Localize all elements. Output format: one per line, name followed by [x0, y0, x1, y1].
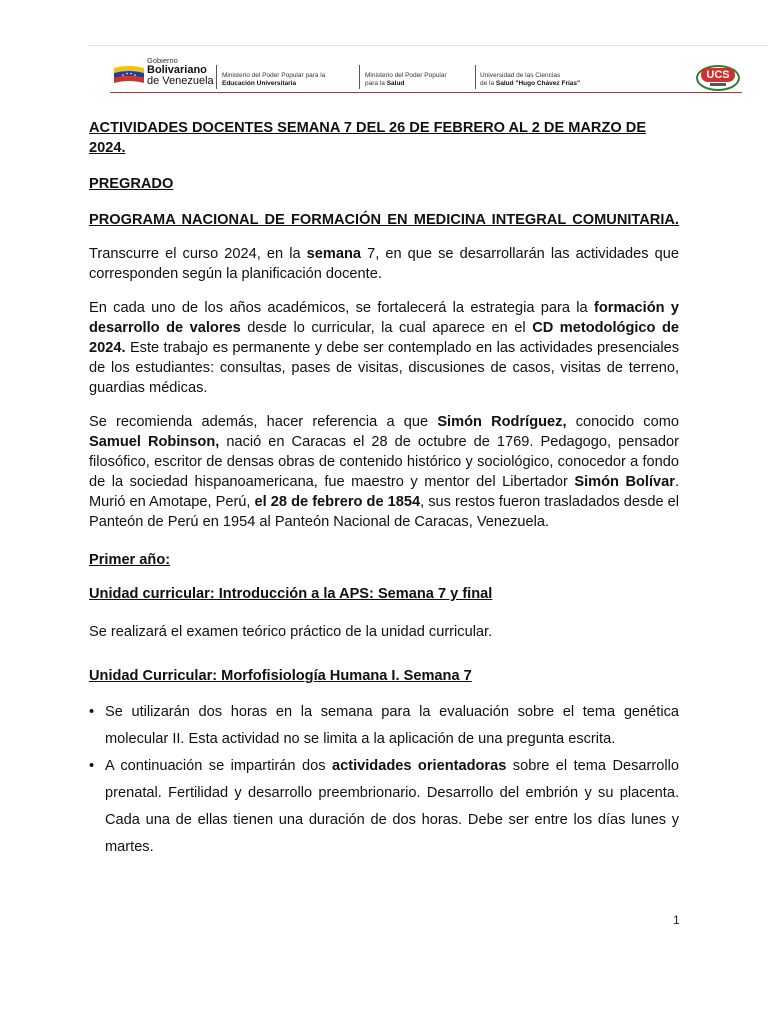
ministry-health: Ministerio del Poder Popular para la Salud — [365, 72, 447, 87]
ministry-education: Ministerio del Poder Popular para la Educación Universitaria — [222, 72, 326, 87]
header-separator — [359, 65, 360, 89]
activity-list — [89, 699, 679, 861]
document-title: ACTIVIDADES DOCENTES SEMANA 7 DEL 26 DE FEBRERO AL 2 DE MARZO DE 2024. — [89, 120, 647, 156]
header-separator — [216, 65, 217, 89]
paragraph-values: En cada uno de los años académicos, se fortalecerá la estrategia para la formación y desarrollo de valores desde lo curricular, la cual aparece en el CD metodológico de 2024. Este trabajo es permanente y debe ser contemplado en las actividades presenciales de los estudiantes: consultas, pases de visitas, discusiones de casos, visitas de terreno, guardias médicas. — [89, 300, 679, 396]
program-heading: PROGRAMA NACIONAL DE FORMACIÓN EN MEDICINA INTEGRAL COMUNITARIA. — [89, 212, 679, 228]
ucs-logo: UCS — [696, 65, 740, 91]
page-number: 1 — [673, 913, 680, 927]
paragraph-course: Transcurre el curso 2024, en la semana 7, en que se desarrollarán las actividades que corresponden según la planificación docente. — [89, 246, 680, 282]
unit-heading: Unidad Curricular: Morfofisiología Humana I. Semana 7 — [89, 668, 472, 684]
header-separator — [475, 65, 476, 89]
list-item: • Se utilizarán dos horas en la semana para la evaluación sobre el tema genética molecular II. Esta actividad no se limita a la aplicación de una pregunta escrita. — [89, 699, 679, 753]
header-rule — [110, 92, 742, 93]
government-logo-text: Gobierno Bolivariano de Venezuela — [147, 56, 214, 87]
section-heading: PREGRADO — [89, 176, 174, 192]
document-body — [89, 118, 679, 861]
university-name: Universidad de las Ciencias de la Salud "Hugo Chávez Frías" — [480, 72, 581, 87]
year-heading: Primer año: — [89, 552, 171, 568]
letterhead — [110, 55, 742, 93]
venezuela-flag-icon — [113, 64, 145, 84]
page-top-rule — [88, 45, 768, 46]
unit-description: Se realizará el examen teórico práctico de la unidad curricular. — [89, 624, 493, 640]
unit-heading: Unidad curricular: Introducción a la APS: Semana 7 y final — [89, 586, 493, 602]
list-item: • A continuación se impartirán dos actividades orientadoras sobre el tema Desarrollo prenatal. Fertilidad y desarrollo preembrionario. Desarrollo del embrión y su placenta. Cada una de ellas tienen una duración de dos horas. Debe ser entre los días lunes y martes. — [89, 753, 679, 861]
paragraph-simon-rodriguez: Se recomienda además, hacer referencia a que Simón Rodríguez, conocido como Samuel Robinson, nació en Caracas el 28 de octubre de 1769. Pedagogo, pensador filosófico, escritor de densas obras de contenido histórico y sociológico, conocedor a fondo de la sociedad hispanoamericana, fue maestro y mentor del Libertador Simón Bolívar. Murió en Amotape, Perú, el 28 de febrero de 1854, sus restos fueron trasladados desde el Panteón de Perú en 1954 al Panteón Nacional de Caracas, Venezuela. — [89, 414, 680, 530]
